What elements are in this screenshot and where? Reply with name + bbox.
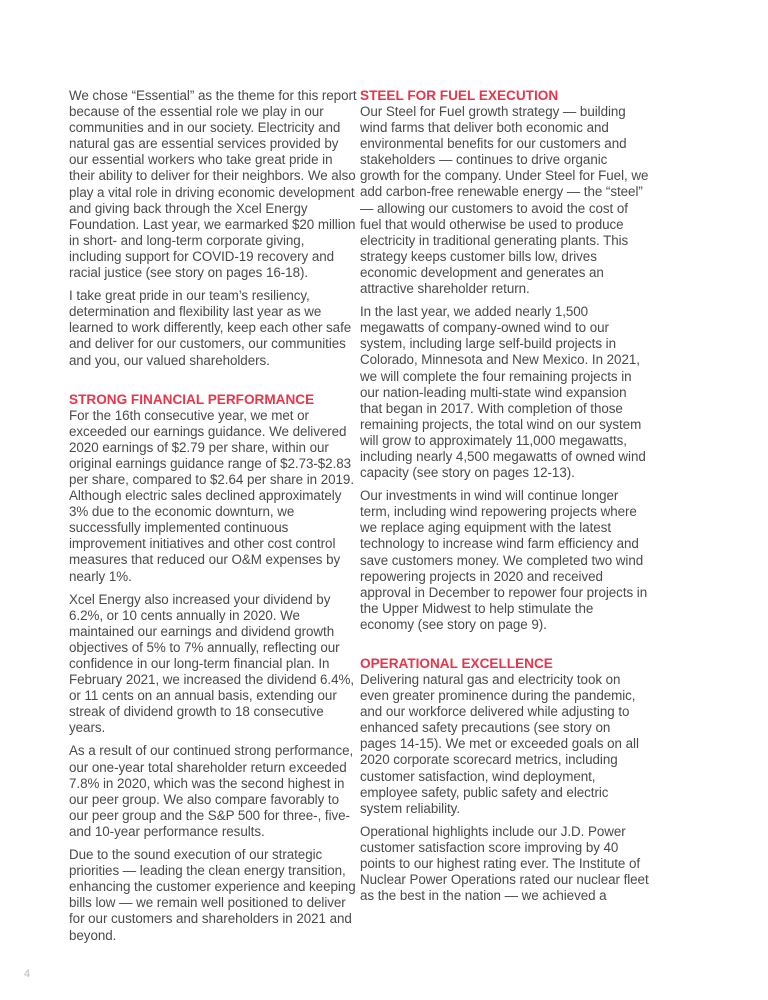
body-paragraph: As a result of our continued strong performance, our one-year total shareholder return exceeded 7.8% in 2020, which was the second highest in our peer group. We also compare favorably to our peer group and the S&P 500 for three-, five- and 10-year performance results. (69, 743, 354, 839)
body-paragraph: Delivering natural gas and electricity took on even greater prominence during the pandemic, and our workforce delivered while adjusting to enhanced safety precautions (see story on pages 14-15). We met or exceeded goals on all 2020 corporate scorecard metrics, including customer satisfaction, wind deployment, employee safety, public safety and electric system reliability. (360, 672, 639, 816)
page-number: 4 (24, 968, 31, 980)
right-column (360, 88, 650, 911)
section-heading-steel-for-fuel: STEEL FOR FUEL EXECUTION (360, 88, 559, 103)
body-paragraph: Our Steel for Fuel growth strategy — building wind farms that deliver both economic and environmental benefits for our customers and stakeholders — continues to drive organic growth for the company. Under Steel for Fuel, we add carbon-free renewable energy — the “steel” — allowing our customers to avoid the cost of fuel that would otherwise be used to produce electricity in traditional generating plants. This strategy keeps customer bills low, drives economic development and generates an attractive shareholder return. (360, 104, 649, 297)
body-paragraph: Operational highlights include our J.D. Power customer satisfaction score improving by 40 points to our highest rating ever. The Institute of Nuclear Power Operations rated our nuclear fleet as the best in the nation — we achieved a (360, 823, 649, 904)
body-paragraph: For the 16th consecutive year, we met or exceeded our earnings guidance. We delivered 2020 earnings of $2.79 per share, within our original earnings guidance range of $2.73-$2.83 per share, compared to $2.64 per share in 2019. Although electric sales declined approximately 3% due to the economic downturn, we successfully implemented continuous improvement initiatives and other cost control measures that reduced our O&M expenses by nearly 1%. (69, 407, 354, 584)
section-heading-operational: OPERATIONAL EXCELLENCE (360, 656, 553, 671)
body-paragraph: In the last year, we added nearly 1,500 megawatts of company-owned wind to our system, including large self-build projects in Colorado, Minnesota and New Mexico. In 2021, we will complete the four remaining projects in our nation-leading multi-state wind expansion that began in 2017. With completion of those remaining projects, the total wind on our system will grow to approximately 11,000 megawatts, including nearly 4,500 megawatts of owned wind capacity (see story on pages 12-13). (360, 304, 646, 481)
body-paragraph: Xcel Energy also increased your dividend by 6.2%, or 10 cents annually in 2020. We maintained our earnings and dividend growth objectives of 5% to 7% annually, reflecting our confidence in our long-term financial plan. In February 2021, we increased the dividend 6.4%, or 11 cents on an annual basis, extending our streak of dividend growth to 18 consecutive years. (69, 591, 355, 736)
body-paragraph: Due to the sound execution of our strategic priorities — leading the clean energy transition, enhancing the customer experience and keeping bills low — we remain well positioned to deliver for our customers and shareholders in 2021 and beyond. (69, 847, 356, 943)
left-column (69, 88, 359, 951)
section-heading-financial: STRONG FINANCIAL PERFORMANCE (69, 391, 315, 407)
intro-paragraph: I take great pride in our team’s resiliency, determination and flexibility last year as we learned to work differently, keep each other safe and deliver for our customers, our communities and you, our valued shareholders. (69, 288, 352, 368)
intro-paragraph: We chose “Essential” as the theme for this report because of the essential role we play in our communities and in our society. Electricity and natural gas are essential services provided by our essential workers who take great pride in their ability to deliver for their neighbors. We also play a vital role in driving economic development and giving back through the Xcel Energy Foundation. Last year, we earmarked $20 million in short- and long-term corporate giving, including support for COVID-19 recovery and racial justice (see story on pages 16-18). (69, 88, 357, 281)
body-paragraph: Our investments in wind will continue longer term, including wind repowering projects where we replace aging equipment with the latest technology to increase wind farm efficiency and save customers money. We completed two wind repowering projects in 2020 and received approval in December to repower four projects in the Upper Midwest to help stimulate the economy (see story on page 9). (360, 488, 648, 632)
